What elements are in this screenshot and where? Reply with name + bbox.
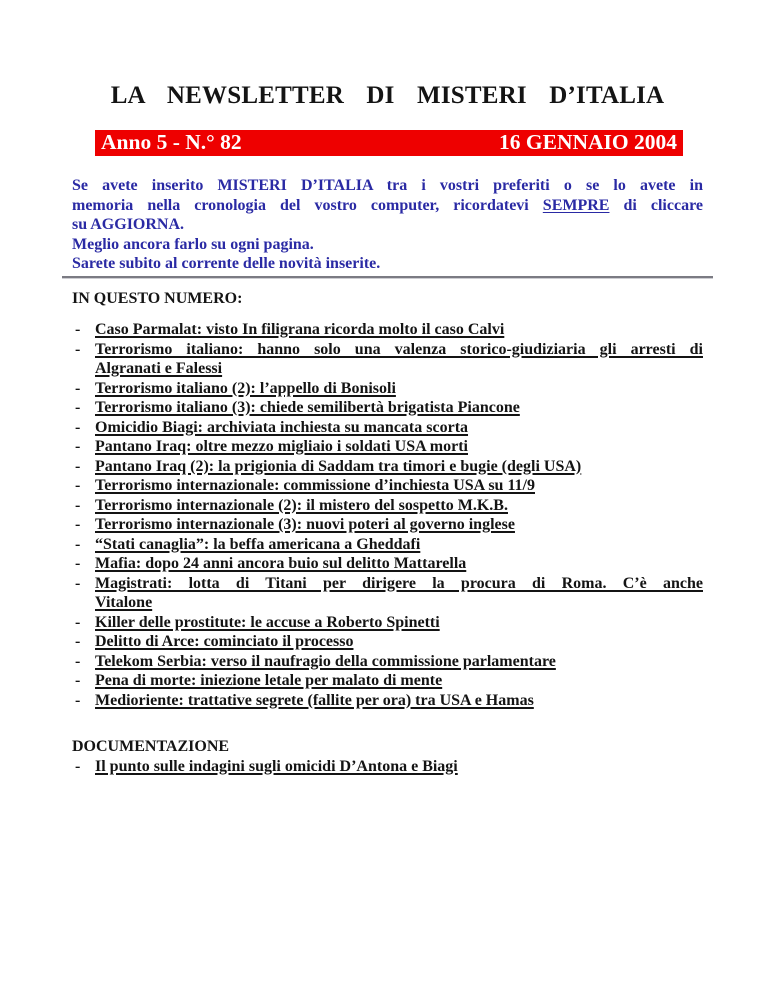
toc-item	[72, 691, 703, 711]
issue-number: Anno 5 - N.° 82	[101, 130, 242, 154]
toc-item	[72, 613, 703, 633]
toc-item-text: Omicidio Biagi: archiviata inchiesta su mancata scorta	[95, 418, 469, 436]
issue-date: 16 GENNAIO 2004	[499, 130, 677, 154]
toc-item	[72, 320, 703, 340]
documentation-list	[72, 757, 703, 777]
toc-item	[72, 476, 703, 496]
toc-item	[72, 632, 703, 652]
toc-item	[72, 496, 703, 516]
toc-item-text: Pantano Iraq (2): la prigionia di Saddam tra timori e bugie (degli USA)	[95, 457, 582, 475]
issue-banner	[95, 130, 683, 156]
dash-marker: -	[75, 757, 81, 775]
toc-item-text: Terrorismo italiano (3): chiede semilibertà brigatista Piancone	[95, 399, 520, 416]
dash-marker: -	[75, 535, 81, 553]
notice-line-1: Se avete inserito MISTERI D’ITALIA tra i vostri preferiti o se lo avete in	[72, 177, 703, 194]
toc-heading: IN QUESTO NUMERO:	[72, 289, 243, 307]
dash-marker: -	[75, 574, 81, 592]
dash-marker: -	[75, 340, 81, 358]
toc-item-text: Terrorismo italiano: hanno solo una valenza storico-giudiziaria gli arresti di	[95, 340, 703, 358]
toc-item	[72, 379, 703, 399]
horizontal-divider	[62, 276, 713, 279]
toc-item	[72, 535, 703, 555]
notice-line-2-pre: memoria nella cronologia del vostro computer, ricordatevi	[72, 196, 543, 214]
dash-marker: -	[75, 516, 81, 533]
documentation-item	[72, 757, 703, 777]
toc-item	[72, 437, 703, 457]
toc-item-text: Caso Parmalat: visto In filigrana ricorda molto il caso Calvi	[95, 321, 505, 338]
toc-item-text: Delitto di Arce: cominciato il processo	[95, 633, 354, 650]
toc-item	[72, 554, 703, 574]
update-notice	[72, 176, 703, 274]
toc-item	[72, 398, 703, 418]
toc-item-text: Killer delle prostitute: le accuse a Roberto Spinetti	[95, 613, 440, 631]
toc-list	[72, 320, 703, 710]
toc-item	[72, 515, 703, 535]
dash-marker: -	[75, 555, 81, 572]
dash-marker: -	[75, 321, 81, 338]
toc-item-text: Medioriente: trattative segrete (fallite per ora) tra USA e Hamas	[95, 691, 534, 709]
toc-item-text: Terrorismo internazionale: commissione d’inchiesta USA su 11/9	[95, 477, 535, 494]
dash-marker: -	[75, 418, 81, 436]
toc-item-text-wrap: Algranati e Falessi	[95, 360, 223, 377]
toc-item	[72, 340, 703, 379]
dash-marker: -	[75, 438, 81, 455]
dash-marker: -	[75, 691, 81, 709]
toc-item-text: Mafia: dopo 24 anni ancora buio sul delitto Mattarella	[95, 555, 467, 572]
dash-marker: -	[75, 633, 81, 650]
toc-item	[72, 652, 703, 672]
dash-marker: -	[75, 379, 81, 397]
dash-marker: -	[75, 652, 81, 670]
dash-marker: -	[75, 457, 81, 475]
notice-line-4: Meglio ancora farlo su ogni pagina.	[72, 235, 314, 253]
notice-line-5: Sarete subito al corrente delle novità inserite.	[72, 255, 381, 272]
dash-marker: -	[75, 672, 81, 689]
documentation-heading: DOCUMENTAZIONE	[72, 738, 230, 755]
toc-item	[72, 671, 703, 691]
toc-item-text: “Stati canaglia”: la beffa americana a Gheddafi	[95, 535, 421, 553]
toc-item-text: Terrorismo italiano (2): l’appello di Bonisoli	[95, 379, 396, 397]
toc-item	[72, 457, 703, 477]
toc-item-text-wrap: Vitalone	[95, 594, 153, 611]
toc-item	[72, 574, 703, 613]
notice-emphasis-sempre: SEMPRE	[542, 196, 610, 214]
toc-item-text: Terrorismo internazionale (3): nuovi poteri al governo inglese	[95, 516, 515, 533]
notice-line-3: su AGGIORNA.	[72, 216, 185, 233]
notice-line-2-post: di cliccare	[609, 196, 703, 214]
page-title: LA NEWSLETTER DI MISTERI D’ITALIA	[110, 82, 665, 109]
dash-marker: -	[75, 399, 81, 416]
dash-marker: -	[75, 496, 81, 514]
dash-marker: -	[75, 613, 81, 631]
toc-item-text: Telekom Serbia: verso il naufragio della commissione parlamentare	[95, 652, 556, 670]
toc-item-text: Pena di morte: iniezione letale per malato di mente	[95, 672, 443, 689]
toc-item-text: Pantano Iraq: oltre mezzo migliaio i soldati USA morti	[95, 438, 468, 455]
notice-line-2	[72, 196, 703, 216]
dash-marker: -	[75, 477, 81, 494]
toc-item	[72, 418, 703, 438]
toc-item-text: Magistrati: lotta di Titani per dirigere la procura di Roma. C’è anche	[95, 574, 703, 592]
documentation-item-text: Il punto sulle indagini sugli omicidi D’Antona e Biagi	[95, 757, 458, 775]
toc-item-text: Terrorismo internazionale (2): il mistero del sospetto M.K.B.	[95, 496, 508, 514]
